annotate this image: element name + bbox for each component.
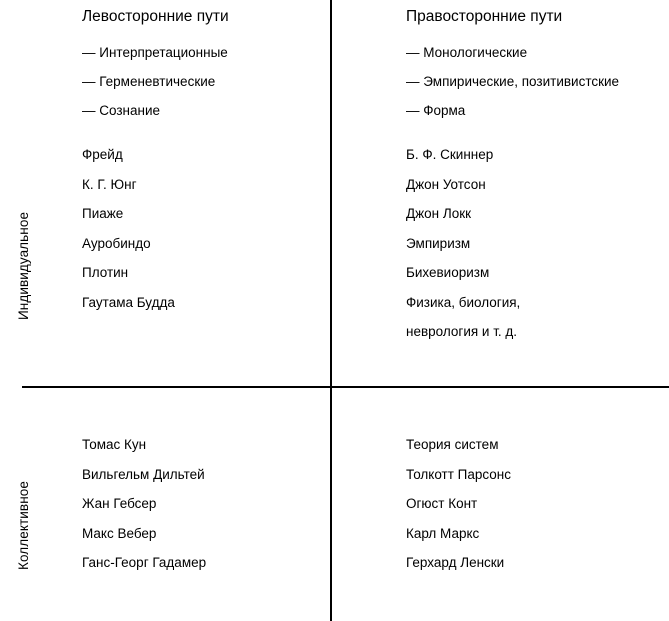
list-item: Герхард Ленски [406,555,505,570]
lower-right-name-list [406,430,664,578]
upper-right-feature-list [406,38,664,125]
upper-left-name-list [82,140,322,317]
list-item: Эмпиризм [406,235,471,251]
feature-item: — Интерпретационные [82,45,228,60]
list-item: Ганс-Георг Гадамер [82,555,207,570]
feature-item: — Сознание [82,103,161,118]
upper-left-feature-list [82,38,322,125]
list-item: Пиаже [82,206,124,221]
column-header-right: Правосторонние пути [406,8,563,25]
list-item: Физика, биология, [406,294,521,310]
feature-item: — Монологические [406,45,528,60]
list-item: Теория систем [406,437,499,452]
list-item: Джон Локк [406,206,472,221]
lower-left-name-list [82,430,322,578]
list-item: Б. Ф. Скиннер [406,147,494,162]
row-label-individual: Индивидуальное [16,211,31,320]
feature-item: — Герменевтические [82,74,216,89]
list-item: Гаутама Будда [82,294,175,310]
list-item: Огюст Конт [406,496,478,511]
list-item: Бихевиоризм [406,265,490,280]
upper-right-name-list [406,140,664,347]
vertical-axis-divider [330,0,332,621]
list-item: Томас Кун [82,437,147,452]
list-item: Плотин [82,265,129,280]
list-item: Джон Уотсон [406,176,486,192]
horizontal-axis-divider [22,386,669,388]
list-item: Ауробиндо [82,235,151,251]
list-item: неврология и т. д. [406,324,518,339]
list-item: Карл Маркс [406,525,480,541]
list-item: К. Г. Юнг [82,176,137,192]
list-item: Фрейд [82,147,123,162]
list-item: Толкотт Парсонс [406,466,512,482]
list-item: Вильгельм Дильтей [82,466,205,482]
feature-item: — Эмпирические, позитивистские [406,74,620,89]
feature-item: — Форма [406,103,466,118]
list-item: Жан Гебсер [82,496,157,511]
column-header-left: Левосторонние пути [82,8,229,25]
list-item: Макс Вебер [82,525,157,541]
row-label-collective: Коллективное [16,481,31,570]
